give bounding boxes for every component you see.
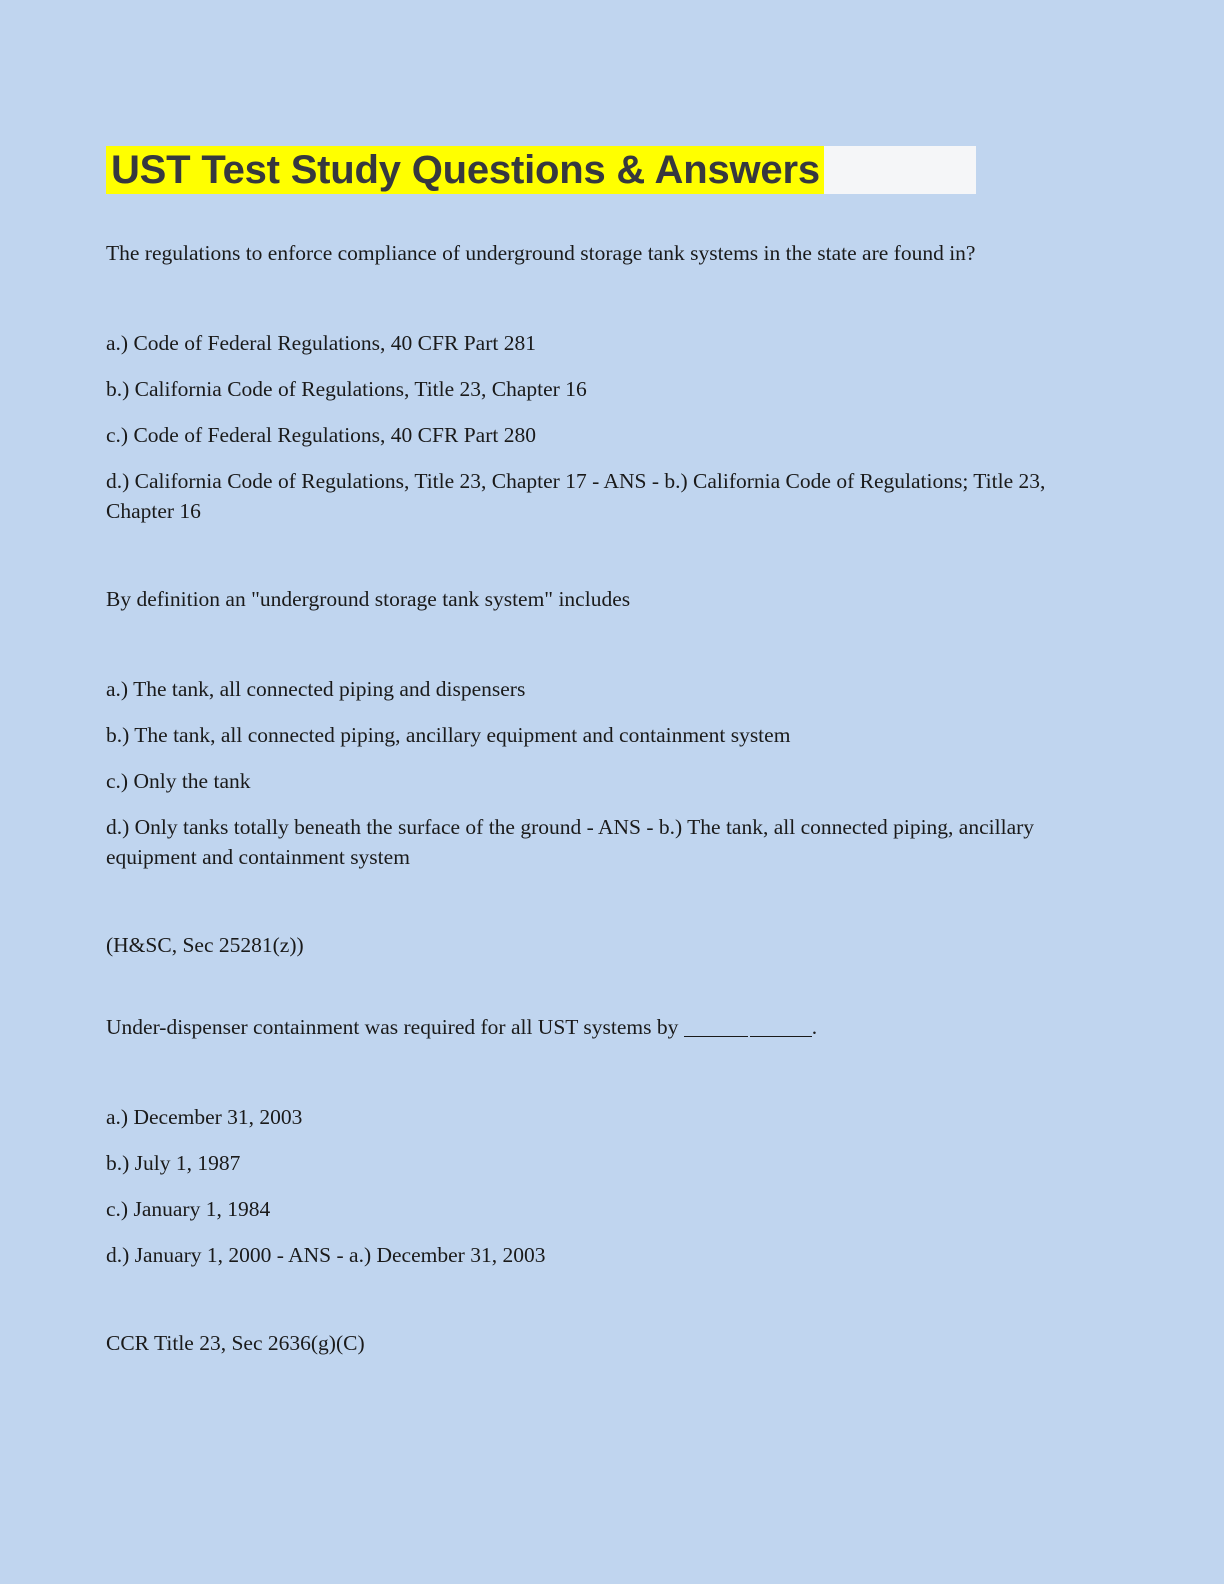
question-block-2 [106,584,1068,872]
answer-option-a: a.) The tank, all connected piping and dispensers [106,677,526,701]
answer-option-d: d.) January 1, 2000 - ANS - a.) December 31, 2003 [106,1243,546,1267]
question-block-1 [106,238,1068,526]
fill-in-blank-second [750,1036,812,1037]
answer-option-b: b.) California Code of Regulations, Title 23, Chapter 16 [106,377,587,401]
section-spacer [106,960,1068,1012]
document-body [106,238,1068,1358]
question-prompt-suffix: . [811,1015,818,1039]
answer-option-c: c.) Only the tank [106,769,251,793]
section-spacer [106,872,1068,930]
question-prompt: The regulations to enforce compliance of underground storage tank systems in the state are found in? [106,241,976,265]
answer-option-a: a.) December 31, 2003 [106,1105,303,1129]
title-highlight-band [106,146,824,194]
citation-reference: CCR Title 23, Sec 2636(g)(C) [106,1331,365,1355]
section-spacer [106,1270,1068,1328]
page-title-text: UST Test Study Questions & Answers [111,148,820,192]
answer-option-c: c.) Code of Federal Regulations, 40 CFR Part 280 [106,423,536,447]
answer-option-d: d.) Only tanks totally beneath the surface of the ground - ANS - b.) The tank, all connected piping, ancillary equipment and containment system [106,815,1035,869]
question-prompt: By definition an "underground storage tank system" includes [106,587,631,611]
question-prompt [106,1012,1068,1042]
answer-option-b: b.) July 1, 1987 [106,1151,241,1175]
answer-option-d: d.) California Code of Regulations, Title 23, Chapter 17 - ANS - b.) California Code of Regulations; Title 23, Chapter 16 [106,469,1046,523]
answer-option-a: a.) Code of Federal Regulations, 40 CFR Part 281 [106,331,536,355]
section-spacer [106,526,1068,584]
title-trailing-block [824,146,976,194]
question-block-3 [106,1012,1068,1270]
citation-reference: (H&SC, Sec 25281(z)) [106,933,304,957]
answer-option-c: c.) January 1, 1984 [106,1197,271,1221]
page-title [106,146,976,194]
fill-in-blank-first [684,1036,748,1037]
question-prompt-prefix: Under-dispenser containment was required for all UST systems by [106,1015,684,1039]
answer-option-b: b.) The tank, all connected piping, ancillary equipment and containment system [106,723,791,747]
